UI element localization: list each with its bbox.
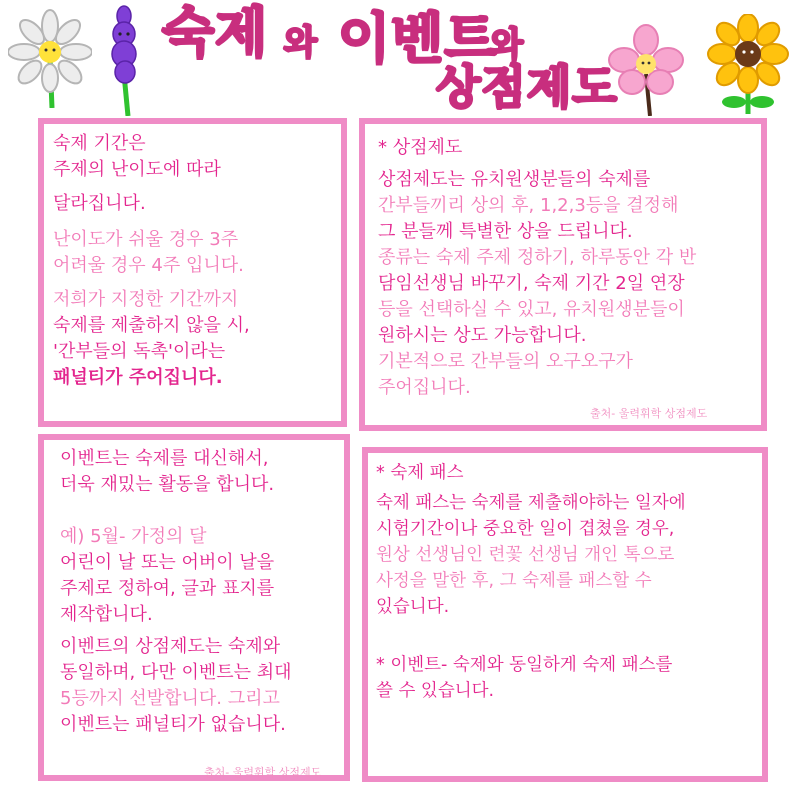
text-line bbox=[376, 620, 686, 646]
title-merit-system: 상점제도 bbox=[436, 60, 618, 114]
text-line: 시험기간이나 중요한 일이 겹쳤을 경우, bbox=[376, 519, 675, 539]
text-line: 어려울 경우 4주 입니다. bbox=[53, 255, 244, 276]
text-line: 종류는 숙제 주제 정하기, 하루동안 각 반 bbox=[378, 247, 697, 268]
text-line: 있습니다. bbox=[376, 597, 450, 617]
text-line: 숙제 패스는 숙제를 제출해야하는 일자에 bbox=[376, 493, 686, 513]
text-line: 그 분들께 특별한 상을 드립니다. bbox=[378, 221, 633, 242]
text-line: 패널티가 주어집니다. bbox=[53, 367, 223, 388]
white-daisy-icon bbox=[8, 8, 92, 108]
text-line: 이벤트의 상점제도는 숙제와 bbox=[60, 636, 281, 657]
text-line: 제작합니다. bbox=[60, 604, 153, 625]
text-line bbox=[60, 498, 292, 524]
text-line: 원하시는 상도 가능합니다. bbox=[378, 325, 587, 346]
text-line: 이벤트는 숙제를 대신해서, bbox=[60, 448, 269, 469]
text-line: 예) 5월- 가정의 달 bbox=[60, 526, 207, 547]
text-line: 5등까지 선발합니다. 그리고 bbox=[60, 688, 280, 709]
text-line: 이벤트는 패널티가 없습니다. bbox=[60, 714, 286, 735]
title-homework: 숙제 bbox=[162, 1, 269, 64]
panel-event-text bbox=[60, 446, 292, 738]
text-line: 주어집니다. bbox=[378, 377, 471, 398]
panel-homework-pass-text bbox=[376, 460, 686, 704]
title-and-2: 와 bbox=[490, 25, 524, 65]
source-caption: 출처- 울력휘학 상점제도 bbox=[204, 766, 322, 779]
text-line: 담임선생님 바꾸기, 숙제 기간 2일 연장 bbox=[378, 273, 685, 294]
text-line: 주제의 난이도에 따라 bbox=[53, 159, 221, 180]
text-line: * 이벤트- 숙제와 동일하게 숙제 패스를 bbox=[376, 655, 673, 675]
text-line: 달라집니다. bbox=[53, 193, 146, 214]
text-line: 어린이 날 또는 어버이 날을 bbox=[60, 552, 275, 573]
source-caption: 출처- 울력휘학 상점제도 bbox=[590, 407, 708, 420]
text-line: 상점제도는 유치원생분들의 숙제를 bbox=[378, 169, 651, 190]
text-line: 사정을 말한 후, 그 숙제를 패스할 수 bbox=[376, 571, 652, 591]
text-line: '간부들의 독촉'이라는 bbox=[53, 341, 226, 362]
text-line: 기본적으로 간부들의 오구오구가 bbox=[378, 351, 633, 372]
text-line: 저희가 지정한 기간까지 bbox=[53, 289, 239, 310]
text-line: 주제로 정하여, 글과 표지를 bbox=[60, 578, 275, 599]
panel-homework-period-text bbox=[53, 131, 250, 391]
title-and-1: 와 bbox=[284, 23, 318, 63]
text-line: 숙제를 제출하지 않을 시, bbox=[53, 315, 250, 336]
text-line: 쓸 수 있습니다. bbox=[376, 681, 495, 701]
section-heading: * 숙제 패스 bbox=[376, 463, 464, 483]
text-line: 난이도가 쉬울 경우 3주 bbox=[53, 229, 239, 250]
text-line: 원상 선생님인 련꽃 선생님 개인 톡으로 bbox=[376, 545, 675, 565]
text-line: 간부들끼리 상의 후, 1,2,3등을 결정해 bbox=[378, 195, 679, 216]
text-line: 등을 선택하실 수 있고, 유치원생분들이 bbox=[378, 299, 685, 320]
panel-merit-system-text bbox=[378, 135, 696, 401]
pink-blossom-icon bbox=[606, 24, 686, 116]
section-heading: * 상점제도 bbox=[378, 137, 463, 158]
title-event: 이벤트 bbox=[338, 7, 498, 70]
text-line: 더욱 재밌는 활동을 합니다. bbox=[60, 474, 275, 495]
lavender-flower-icon bbox=[104, 4, 146, 116]
text-line: 동일하며, 다만 이벤트는 최대 bbox=[60, 662, 292, 683]
text-line: 숙제 기간은 bbox=[53, 133, 146, 154]
sunflower-icon bbox=[704, 14, 792, 114]
